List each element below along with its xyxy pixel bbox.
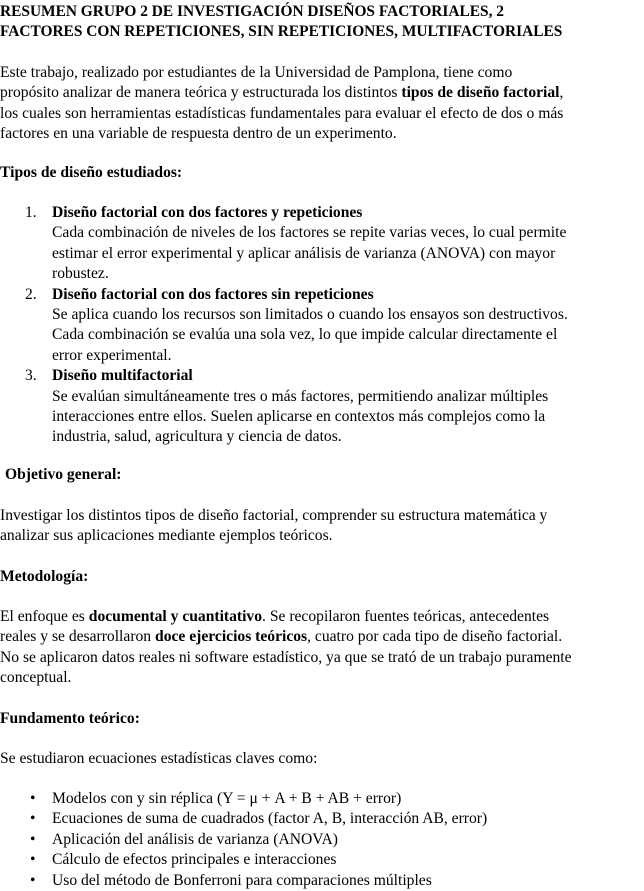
- tipo-name-text: Diseño factorial con dos factores sin repeticiones: [52, 285, 374, 303]
- list-item: [0, 789, 644, 809]
- document-title: [0, 2, 644, 43]
- metodologia-bold: documental y cuantitativo: [88, 608, 263, 625]
- bullet-icon: •: [30, 871, 36, 889]
- list-item: [0, 809, 644, 829]
- tipo-name: [52, 285, 644, 305]
- tipo-name: [52, 203, 644, 223]
- tipo-desc-line: error experimental.: [52, 346, 172, 364]
- metodologia-text: reales y se desarrollaron: [0, 628, 156, 646]
- objetivo-line-2: analizar sus aplicaciones mediante ejemplos teóricos.: [0, 527, 333, 545]
- metodologia-line-3: No se aplicaron datos reales ni software estadístico, ya que se trató de un trabajo puramente: [0, 648, 572, 666]
- metodologia-line-1: [0, 607, 644, 627]
- intro-text: propósito analizar de manera teórica y estructurada los distintos: [0, 84, 402, 102]
- list-item-text: Aplicación del análisis de varianza (ANOVA): [52, 830, 338, 848]
- bullet-icon: •: [30, 810, 36, 828]
- tipo-name-text: Diseño multifactorial: [52, 367, 193, 385]
- bullet-icon: •: [30, 851, 36, 869]
- tipo-number: 1.: [25, 204, 37, 221]
- tipo-name-text: Diseño factorial con dos factores y repeticiones: [52, 204, 363, 221]
- intro-line-2: [0, 83, 644, 103]
- metodologia-text: , cuatro por cada tipo de diseño factorial.: [307, 628, 563, 646]
- intro-line-4: factores en una variable de respuesta dentro de un experimento.: [0, 125, 397, 143]
- tipo-desc-line: robustez.: [52, 265, 109, 283]
- metodologia-text: . Se recopilaron fuentes teóricas, antecedentes: [262, 608, 550, 625]
- list-item-text: Uso del método de Bonferroni para comparaciones múltiples: [52, 871, 432, 889]
- title-line-1: RESUMEN GRUPO 2 DE INVESTIGACIÓN DISEÑOS FACTORIALES, 2: [0, 3, 504, 20]
- tipo-desc-line: Cada combinación de niveles de los factores se repite varias veces, lo cual permite: [52, 224, 567, 242]
- tipo-number: 3.: [25, 367, 37, 385]
- tipo-item: [0, 366, 644, 448]
- fundamento-intro: Se estudiaron ecuaciones estadísticas claves como:: [0, 750, 318, 767]
- fundamento-heading: Fundamento teórico:: [0, 710, 140, 727]
- objetivo-line-1: Investigar los distintos tipos de diseño factorial, comprender su estructura matemática y: [0, 507, 548, 524]
- intro-bold-term: tipos de diseño factorial: [401, 84, 560, 102]
- list-item: [0, 871, 644, 891]
- metodologia-text: El enfoque es: [0, 608, 89, 625]
- intro-paragraph: [0, 63, 644, 145]
- metodologia-bold: doce ejercicios teóricos: [155, 628, 308, 646]
- bullet-icon: •: [30, 790, 36, 807]
- tipo-item: [0, 203, 644, 285]
- metodologia-line-2: [0, 627, 644, 647]
- tipos-list: [0, 203, 644, 448]
- metodologia-heading: Metodología:: [0, 568, 89, 585]
- tipo-desc-line: Cada combinación se evalúa una sola vez, lo que impide calcular directamente el: [52, 326, 558, 344]
- fundamento-list: [0, 789, 644, 891]
- tipos-heading: Tipos de diseño estudiados:: [0, 164, 183, 181]
- objetivo-heading: Objetivo general:: [5, 466, 122, 483]
- tipo-desc-line: interacciones entre ellos. Suelen aplicarse en contextos más complejos como la: [52, 408, 546, 426]
- metodologia-paragraph: [0, 607, 644, 689]
- metodologia-line-4: conceptual.: [0, 669, 72, 687]
- tipo-desc-line: Se evalúan simultáneamente tres o más factores, permitiendo analizar múltiples: [52, 387, 549, 405]
- tipo-item: [0, 285, 644, 367]
- intro-line-1: Este trabajo, realizado por estudiantes de la Universidad de Pamplona, tiene como: [0, 64, 513, 81]
- tipo-name: [52, 366, 644, 386]
- intro-line-3: los cuales son herramientas estadísticas fundamentales para evaluar el efecto de dos o más: [0, 104, 564, 122]
- tipo-desc-line: estimar el error experimental y aplicar análisis de varianza (ANOVA) con mayor: [52, 244, 556, 262]
- tipo-desc-line: Se aplica cuando los recursos son limitados o cuando los ensayos son destructivos.: [52, 306, 568, 324]
- list-item-text: Ecuaciones de suma de cuadrados (factor A, B, interacción AB, error): [52, 810, 488, 828]
- list-item: [0, 830, 644, 850]
- objetivo-paragraph: [0, 506, 644, 547]
- list-item-text: Cálculo de efectos principales e interacciones: [52, 851, 337, 869]
- tipo-desc-line: industria, salud, agricultura y ciencia de datos.: [52, 428, 342, 446]
- tipo-number: 2.: [25, 285, 37, 303]
- bullet-icon: •: [30, 830, 36, 848]
- list-item-text: Modelos con y sin réplica (Y = μ + A + B + AB + error): [52, 790, 402, 807]
- list-item: [0, 850, 644, 870]
- title-line-2: FACTORES CON REPETICIONES, SIN REPETICIONES, MULTIFACTORIALES: [0, 23, 563, 41]
- intro-comma: ,: [559, 84, 564, 102]
